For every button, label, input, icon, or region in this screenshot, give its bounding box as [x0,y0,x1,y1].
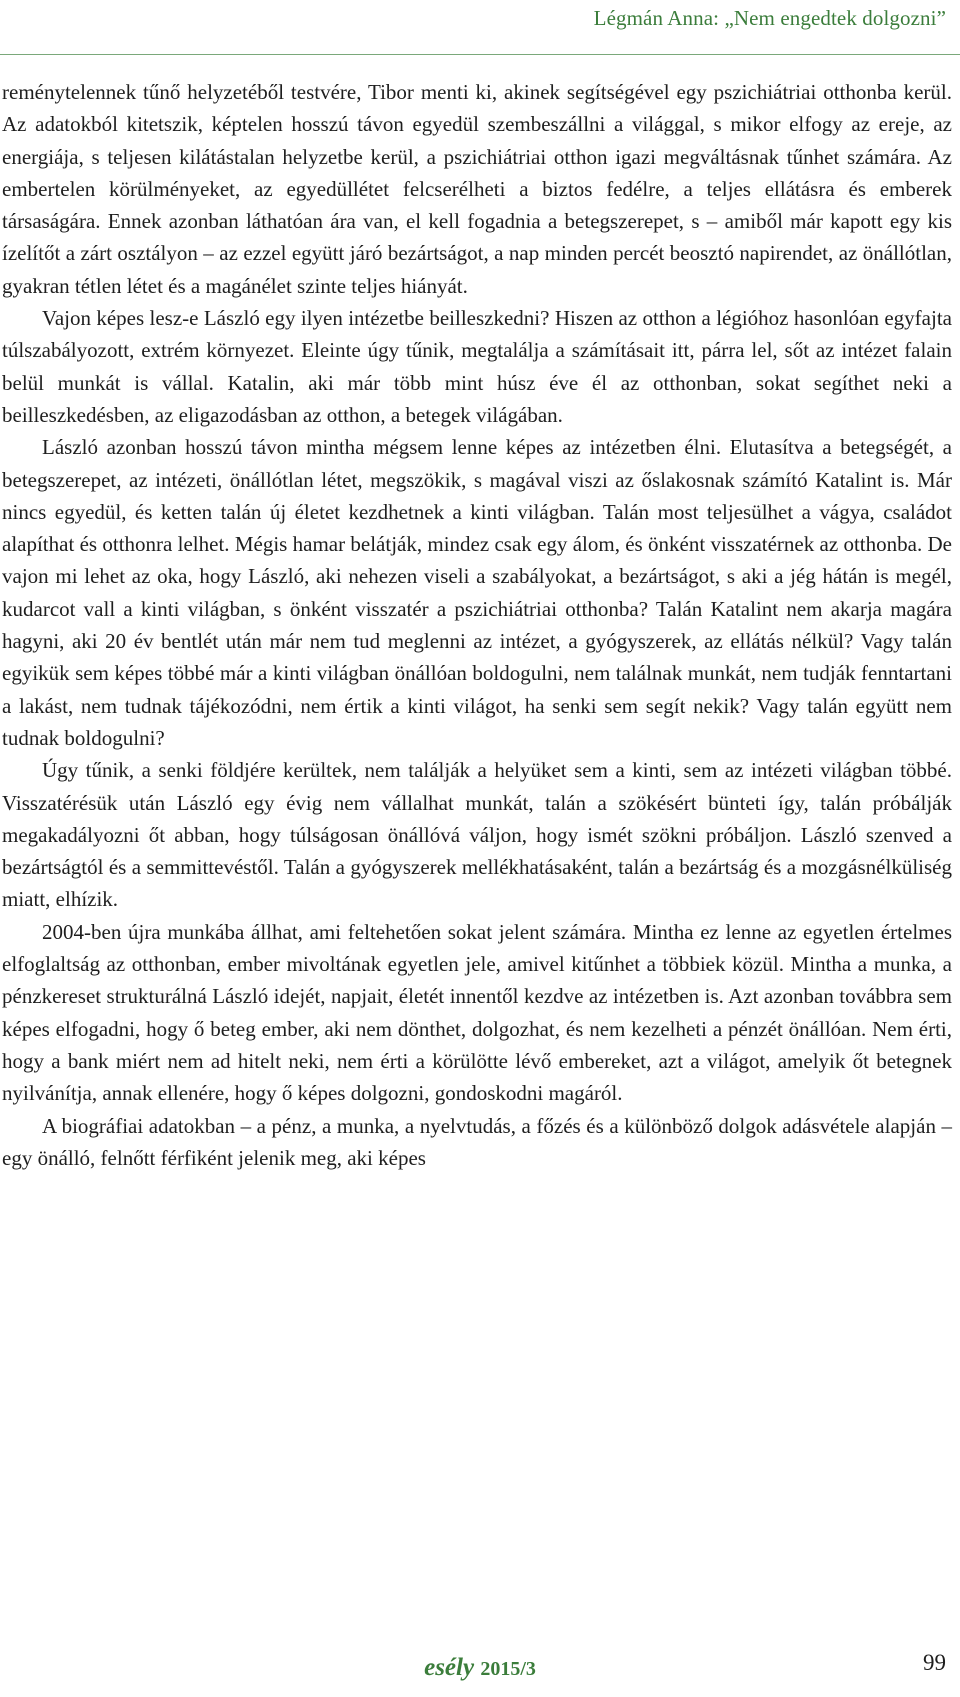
paragraph: Vajon képes lesz-e László egy ilyen intézetbe beilleszkedni? Hiszen az otthon a légióhoz hasonlóan egyfajta túlszabályozott, extrém környezet. Eleinte úgy tűnik, megtalálja a számításait itt, párra lel, sőt az intézet falain belül munkát is vállal. Katalin, aki már több mint húsz éve él az otthonban, sokat segíthet neki a beilleszkedésben, az eligazodásban az otthon, a betegek világában. [2,306,952,427]
article-body [2,76,952,1174]
paragraph: László azonban hosszú távon mintha mégsem lenne képes az intézetben élni. Elutasítva a betegségét, a betegszerepet, az intézeti, önállótlan létet, megszökik, s magával viszi az őslakosnak számító Katalint is. Már nincs egyedül, és ketten talán új életet kezdhetnek a kinti világban. Talán most teljesülhet a vágya, családot alapíthat és otthonra lelhet. Mégis hamar belátják, mindez csak egy álom, és önként visszatérnek az otthonba. De vajon mi lehet az oka, hogy László, aki nehezen viseli a szabályokat, a bezártságot, s aki a jég hátán is megél, kudarcot vall a kinti világban, s önként visszatér a pszichiátriai otthonba? Talán Katalint nem akarja magára hagyni, aki 20 év bentlét után már nem tud meglenni az intézet, a gyógyszerek, az ellátás nélkül? Vagy talán egyikük sem képes többé már a kinti világban önállóan boldogulni, nem találnak munkát, nem tudják fenntartani a lakást, nem tudnak tájékozódni, nem értik a kinti világot, ha senki sem segít nekik? Vagy talán együtt nem tudnak boldogulni? [2,435,952,750]
journal-footer [0,1654,960,1682]
paragraph: A biográfiai adatokban – a pénz, a munka, a nyelvtudás, a főzés és a különböző dolgok adásvétele alapján – egy önálló, felnőtt férfiként jelenik meg, aki képes [2,1113,952,1170]
paragraph: 2004-ben újra munkába állhat, ami feltehetően sokat jelent számára. Mintha ez lenne az egyetlen értelmes elfoglaltság az otthonban, ember mivoltának egyetlen jele, amivel kitűnhet a többiek közül. Mintha a munka, a pénzkereset strukturálná László idejét, napjait, életét innentől kezdve az intézetben is. Azt azonban továbbra sem képes elfogadni, hogy ő beteg ember, aki nem dönthet, dolgozhat, és nem kezelheti a pénzét önállóan. Nem érti, hogy a bank miért nem ad hitelt neki, nem érti a körülötte lévő embereket, azt a világot, amelyik őt betegnek nyilvánítja, annak ellenére, hogy ő képes dolgozni, gondoskodni magáról. [2,919,952,1106]
journal-name: esély [424,1654,475,1681]
page-number: 99 [923,1650,946,1675]
header-rule [0,54,960,55]
running-title: Légmán Anna: „Nem engedtek dolgozni” [593,6,946,30]
paragraph: reménytelennek tűnő helyzetéből testvére, Tibor menti ki, akinek segítségével egy pszichiátriai otthonba kerül. Az adatokból kitetszik, képtelen hosszú távon egyedül szembeszállni a világgal, s mikor elfogy az ereje, az energiája, s teljesen kilátástalan helyzetbe kerül, a pszichiátriai otthon igazi megváltásnak tűnhet számára. Az embertelen körülményeket, az egyedüllétet felcserélheti a biztos fedélre, a teljes ellátásra és emberek társaságára. Ennek azonban láthatóan ára van, el kell fogadnia a betegszerepet, s – amiből már kapott egy kis ízelítőt a zárt osztályon – az ezzel együtt járó bezártságot, a nap minden percét beosztó napirendet, az önállótlan, gyakran tétlen létet és a magánélet szinte teljes hiányát. [2,80,952,298]
journal-issue: 2015/3 [480,1658,536,1680]
paragraph: Úgy tűnik, a senki földjére kerültek, nem találják a helyüket sem a kinti, sem az intézeti világban többé. Visszatérésük után László egy évig nem vállalhat munkát, talán a szökésért bünteti így, talán próbálják megakadályozni őt abban, hogy túlságosan önállóvá váljon, hogy ismét szökni próbáljon. László szenved a bezártságtól és a semmittevéstől. Talán a gyógyszerek mellékhatásaként, talán a bezártság és a mozgásnélküliség miatt, elhízik. [2,758,952,912]
